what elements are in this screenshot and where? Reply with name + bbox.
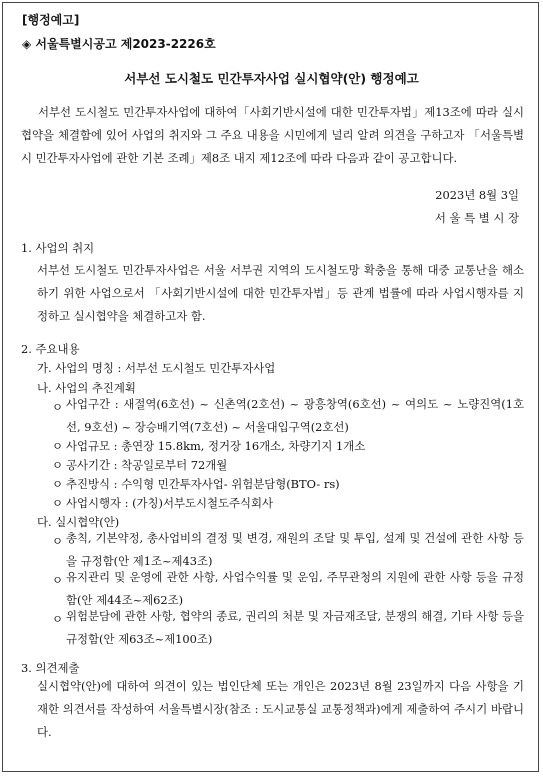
section3-body: 실시협약(안)에 대하여 의견이 있는 법인단체 또는 개인은 2023년 8월 23일까지 다음 사항을 기재한 의견서를 작성하여 서울특별시장(참조 : 도시교통실 교통정책과)에게 제출하여 주시기 바랍니다. — [37, 679, 524, 739]
bullet-icon: ㅇ — [52, 458, 64, 472]
intro-paragraph: 서부선 도시철도 민간투자사업에 대하여「사회기반시설에 대한 민간투자법」제13조에 따라 실시협약을 체결함에 있어 사업의 취지와 그 주요 내용을 시민에게 널리 알려 의견을 구하고자 「서울특별시 민간투자사업에 관한 기본 조례」제8조 내지 제12조에 따라 다음과 같이 공고합니다. — [21, 105, 524, 165]
section2-item-da: 다. 실시협약(안) — [37, 515, 120, 529]
issuer-name: 서 울 특 별 시 장 — [434, 211, 519, 225]
bullet-icon: ㅇ — [52, 400, 64, 414]
list-item-text: 유지관리 및 운영에 관한 사항, 사업수익률 및 운임, 주무관청의 지원에 관한 사항 등을 규정함(안 제44조~제62조) — [66, 570, 524, 607]
notice-number: ◈ 서울특별시공고 제2023-2226호 — [22, 37, 216, 51]
section2-heading: 2. 주요내용 — [21, 342, 80, 356]
bullet-icon: ㅇ — [52, 573, 64, 587]
list-item-text: 사업구간 : 새절역(6호선) ~ 신촌역(2호선) ~ 광흥창역(6호선) ~ 여의도 ~ 노량진역(1호선, 9호선) ~ 장승배기역(7호선) ~ 서울대입구역(2호선) — [66, 397, 524, 434]
section3-heading: 3. 의견제출 — [21, 661, 80, 675]
announcement-date: 2023년 8월 3일 — [435, 188, 519, 202]
section1-body: 서부선 도시철도 민간투자사업은 서울 서부권 지역의 도시철도망 확충을 통해 대중 교통난을 해소하기 위한 사업으로서 「사회기반시설에 대한 민간투자법」등 관계 법률에 따라 사업시행자를 지정하고 실시협약을 체결하고자 함. — [37, 263, 524, 323]
bullet-icon: ㅇ — [52, 612, 64, 626]
list-item-text: 위험분담에 관한 사항, 협약의 종료, 권리의 처분 및 자금재조달, 분쟁의 해결, 기타 사항 등을 규정함(안 제63조~제100조) — [66, 609, 524, 646]
document-title: 서부선 도시철도 민간투자사업 실시협약(안) 행정예고 — [124, 71, 419, 86]
section1-heading: 1. 사업의 취지 — [21, 241, 95, 255]
list-item-text: 공사기간 : 착공일로부터 72개월 — [66, 458, 228, 472]
section2-item-na: 나. 사업의 추진계획 — [37, 381, 136, 395]
bullet-icon: ㅇ — [52, 477, 64, 491]
list-item-text: 사업시행자 : (가칭)서부도시철도주식회사 — [66, 496, 274, 510]
section2-item-ga: 가. 사업의 명칭 : 서부선 도시철도 민간투자사업 — [37, 361, 276, 375]
bullet-icon: ㅇ — [52, 496, 64, 510]
notice-tag: [행정예고] — [22, 13, 80, 27]
list-item-text: 추진방식 : 수익형 민간투자사업- 위험분담형(BTO- rs) — [66, 477, 340, 491]
bullet-icon: ㅇ — [52, 439, 64, 453]
bullet-icon: ㅇ — [52, 534, 64, 548]
list-item-text: 사업규모 : 총연장 15.8km, 정거장 16개소, 차량기지 1개소 — [66, 439, 366, 453]
list-item-text: 총칙, 기본약정, 총사업비의 결정 및 변경, 재원의 조달 및 투입, 설계 및 건설에 관한 사항 등을 규정함(안 제1조~제43조) — [66, 531, 524, 568]
